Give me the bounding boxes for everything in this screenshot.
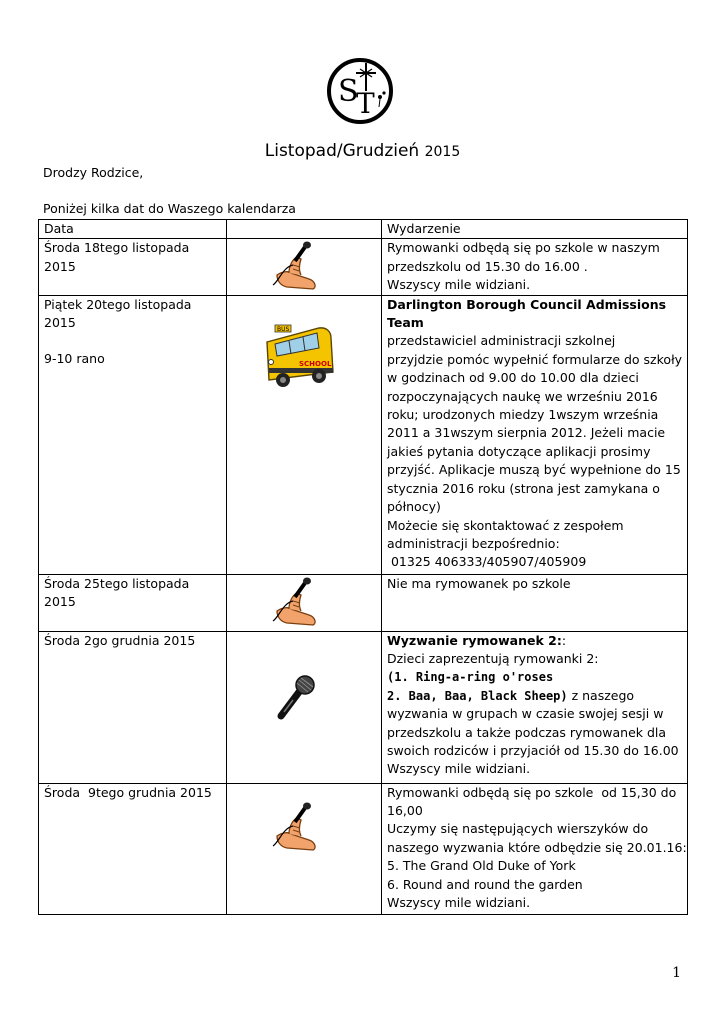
event-date: Środa 18tego listopada 2015 (39, 239, 227, 295)
header-event: Wydarzenie (382, 220, 688, 239)
school-bus-icon (261, 324, 339, 390)
table-row (39, 295, 688, 574)
hand-microphone-icon (269, 577, 321, 627)
bus-sign: BUS (277, 325, 290, 333)
page-title: Listopad/Grudzień 2015 (264, 141, 461, 161)
event-description: Wyzwanie rymowanek 2:: Dzieci zaprezentują rymowanki 2: (1. Ring-a-ring o'roses 2. Baa, Baa, Black Sheep) z naszego wyzwania w grupach w czasie swojej sesji w przedszkolu a także podczas rymowanek dla swoich rodziców i przyjaciół od 15.30 do 16.00 Wszyscy mile widziani. (382, 631, 688, 783)
event-date: Piątek 20tego listopada 2015 9-10 rano (39, 295, 227, 574)
event-description: Rymowanki odbędą się po szkole w naszym przedszkolu od 15.30 do 16.00 . Wszyscy mile widziani. (382, 239, 688, 295)
table-row (39, 631, 688, 783)
microphone-icon (273, 674, 317, 722)
svg-text:S: S (338, 74, 359, 109)
table-header-row (39, 220, 688, 239)
greeting: Drodzy Rodzice, (43, 165, 144, 180)
event-description: Darlington Borough Council Admissions Team przedstawiciel administracji szkolnej przyjdzie pomóc wypełnić formularze do szkoły w godzinach od 9.00 do 10.00 dla dzieci rozpoczynających naukę we wrześniu 2016 roku; urodzonych miedzy 1wszym września 2011 a 31wszym sierpnia 2012. Jeżeli macie jakieś pytania dotyczące aplikacji prosimy przyjść. Aplikacje muszą być wypełnione do 15 stycznia 2016 roku (strona jest zamykana o północy) Możecie się skontaktować z zespołem administracji bezpośrednio: 01325 406333/405907/405909 (382, 295, 688, 574)
phone-numbers: 01325 406333/405907/405909 (387, 554, 587, 570)
event-date: Środa 25tego listopada 2015 (39, 574, 227, 631)
table-row (39, 783, 688, 914)
header-date: Data (39, 220, 227, 239)
event-date: Środa 9tego grudnia 2015 (39, 783, 227, 914)
calendar-table (38, 219, 688, 915)
event-date: Środa 2go grudnia 2015 (39, 631, 227, 783)
page-number: 1 (672, 965, 681, 981)
svg-text:T: T (356, 87, 375, 120)
hand-microphone-icon (269, 241, 321, 291)
title-year: 2015 (424, 144, 461, 160)
intro-text: Poniżej kilka dat do Waszego kalendarza (43, 201, 296, 216)
bus-label: SCHOOL (299, 359, 332, 368)
event-description: Nie ma rymowanek po szkole (382, 574, 688, 631)
event-description: Rymowanki odbędą się po szkole od 15,30 do 16,00 Uczymy się następujących wierszyków do naszego wyzwania które odbędzie się 20.01.16: 5. The Grand Old Duke of York 6. Round and round the garden Wszyscy mile widziani. (382, 783, 688, 914)
school-logo (326, 57, 394, 125)
table-row (39, 574, 688, 631)
table-row (39, 239, 688, 295)
event-time: 9-10 rano (44, 351, 105, 367)
hand-microphone-icon (269, 802, 321, 852)
